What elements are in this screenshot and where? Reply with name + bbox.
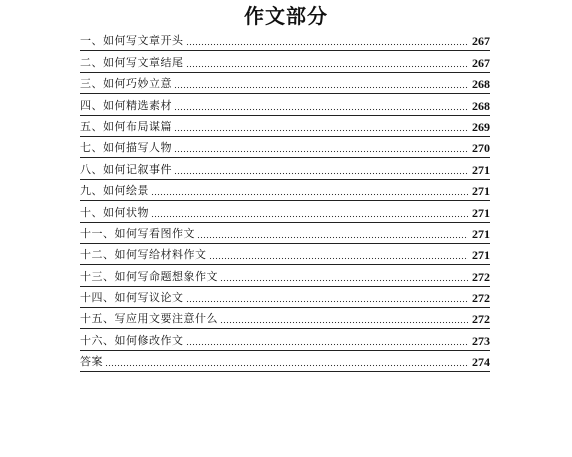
toc-entry	[80, 180, 490, 201]
toc-entry-label: 十一、如何写看图作文	[80, 226, 195, 240]
toc-entry-label: 十六、如何修改作文	[80, 333, 184, 347]
toc-entry	[80, 30, 490, 51]
dot-leader	[186, 343, 469, 346]
toc-entry-page: 268	[472, 98, 490, 113]
toc-entry	[80, 94, 490, 115]
toc-entry-label: 十三、如何写命题想象作文	[80, 269, 218, 283]
toc-entry	[80, 308, 490, 329]
toc-entry-page: 267	[472, 34, 490, 49]
toc-entry-label: 一、如何写文章开头	[80, 34, 184, 48]
toc-entry-page: 270	[472, 141, 490, 156]
toc-entry-label: 三、如何巧妙立意	[80, 77, 172, 91]
dot-leader	[174, 108, 468, 111]
toc-entry-label: 十、如何状物	[80, 205, 149, 219]
dot-leader	[186, 300, 469, 303]
toc-entry	[80, 116, 490, 137]
dot-leader	[174, 86, 468, 89]
toc-entry-label: 四、如何精选素材	[80, 98, 172, 112]
toc-entry-label: 五、如何布局谋篇	[80, 119, 172, 133]
toc-entry	[80, 73, 490, 94]
toc-entry-label: 十二、如何写给材料作文	[80, 248, 207, 262]
toc-entry-label: 九、如何绘景	[80, 184, 149, 198]
toc-entry-page: 271	[472, 184, 490, 199]
dot-leader	[209, 257, 469, 260]
dot-leader	[186, 43, 469, 46]
toc-entry-label: 七、如何描写人物	[80, 141, 172, 155]
toc-entry-page: 271	[472, 162, 490, 177]
toc-entry-page: 271	[472, 205, 490, 220]
toc-entry-label: 八、如何记叙事件	[80, 162, 172, 176]
dot-leader	[174, 172, 468, 175]
dot-leader	[174, 129, 468, 132]
dot-leader	[151, 215, 468, 218]
dot-leader	[174, 150, 468, 153]
toc-entry-page: 271	[472, 248, 490, 263]
toc-entry	[80, 351, 490, 372]
toc-entry-page: 267	[472, 55, 490, 70]
toc-entry-page: 274	[472, 355, 490, 370]
dot-leader	[151, 193, 468, 196]
toc-entry-page: 272	[472, 269, 490, 284]
toc-entry	[80, 51, 490, 72]
toc-entry-page: 272	[472, 291, 490, 306]
toc-entry	[80, 201, 490, 222]
toc-entry	[80, 265, 490, 286]
toc-entry	[80, 244, 490, 265]
toc-entry-label: 二、如何写文章结尾	[80, 55, 184, 69]
toc-entry-page: 271	[472, 226, 490, 241]
dot-leader	[197, 236, 468, 239]
page-title: 作文部分	[244, 4, 328, 28]
toc-entry-page: 268	[472, 77, 490, 92]
toc-entry-page: 269	[472, 119, 490, 134]
toc-entry	[80, 158, 490, 179]
dot-leader	[220, 321, 468, 324]
dot-leader	[220, 279, 468, 282]
dot-leader	[186, 65, 469, 68]
toc-entry-label: 十五、写应用文要注意什么	[80, 312, 218, 326]
toc-entry	[80, 287, 490, 308]
toc-entry-page: 273	[472, 333, 490, 348]
toc-entry-label: 答案	[80, 355, 103, 369]
toc-entry	[80, 137, 490, 158]
toc-entry-label: 十四、如何写议论文	[80, 291, 184, 305]
dot-leader	[105, 364, 468, 367]
toc-entry-page: 272	[472, 312, 490, 327]
toc-entry	[80, 329, 490, 350]
table-of-contents	[80, 30, 490, 372]
toc-entry	[80, 223, 490, 244]
